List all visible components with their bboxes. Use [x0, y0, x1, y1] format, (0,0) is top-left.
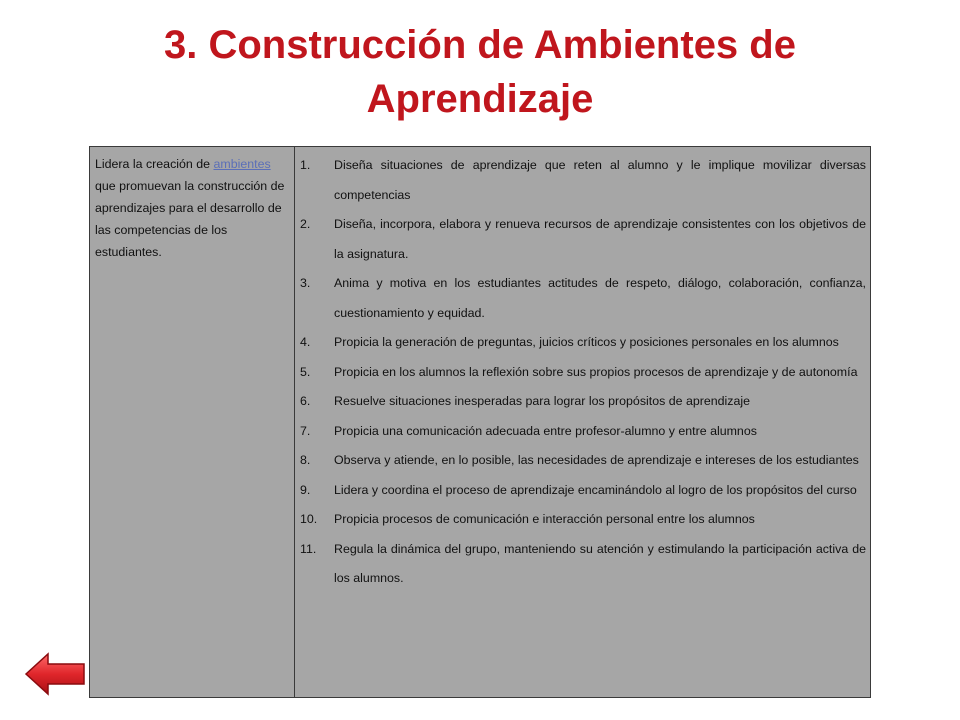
item-text: Propicia en los alumnos la reflexión sobre sus propios procesos de aprendizaje y de autonomía [334, 364, 858, 379]
list-item [300, 387, 866, 417]
item-text: Observa y atiende, en lo posible, las necesidades de aprendizaje e intereses de los estudiantes [334, 453, 859, 467]
indicator-list [300, 151, 866, 594]
item-text: Propicia una comunicación adecuada entre profesor-alumno y entre alumnos [334, 423, 757, 438]
item-text: Lidera y coordina el proceso de aprendizaje encaminándolo al logro de los propósitos del curso [334, 482, 857, 497]
list-item [300, 358, 866, 388]
slide-title-line1: 3. Construcción de Ambientes de [164, 23, 796, 67]
item-text: Propicia la generación de preguntas, juicios críticos y posiciones personales en los alumnos [334, 335, 839, 349]
description-text-after: que promuevan la construcción de aprendizajes para el desarrollo de las competencias de los estudiantes. [95, 179, 285, 259]
indicator-list-cell [295, 147, 870, 697]
item-number: 3. [300, 276, 311, 290]
item-number: 2. [300, 217, 311, 231]
ambientes-link[interactable]: ambientes [213, 157, 271, 171]
item-number: 11. [300, 541, 317, 556]
item-text: Regula la dinámica del grupo, manteniendo su atención y estimulando la participación activa de los alumnos. [334, 541, 866, 585]
item-text: Diseña situaciones de aprendizaje que reten al alumno y le implique movilizar diversas competencias [334, 158, 866, 202]
list-item [300, 535, 866, 594]
competency-table [89, 146, 871, 698]
list-item [300, 446, 866, 476]
list-item [300, 269, 866, 328]
list-item [300, 505, 866, 535]
slide-title-line2: Aprendizaje [366, 77, 594, 121]
list-item [300, 476, 866, 506]
left-arrow-icon [24, 652, 86, 696]
item-text: Propicia procesos de comunicación e interacción personal entre los alumnos [334, 512, 755, 526]
item-number: 4. [300, 335, 311, 349]
item-text: Anima y motiva en los estudiantes actitudes de respeto, diálogo, colaboración, confianza, cuestionamiento y equidad. [334, 276, 866, 320]
item-number: 1. [300, 158, 311, 172]
item-text: Resuelve situaciones inesperadas para lograr los propósitos de aprendizaje [334, 394, 751, 408]
list-item [300, 210, 866, 269]
item-number: 10. [300, 512, 318, 526]
competency-description [90, 147, 295, 697]
description-text-before: Lidera la creación de [95, 157, 214, 171]
item-number: 5. [300, 364, 311, 379]
item-text: Diseña, incorpora, elabora y renueva recursos de aprendizaje consistentes con los objetivos de la asignatura. [334, 217, 866, 261]
list-item [300, 417, 866, 447]
item-number: 6. [300, 394, 311, 408]
item-number: 7. [300, 423, 311, 438]
slide-title [0, 18, 960, 126]
list-item [300, 328, 866, 358]
item-number: 8. [300, 453, 311, 467]
back-button[interactable] [24, 652, 86, 696]
item-number: 9. [300, 482, 311, 497]
list-item [300, 151, 866, 210]
